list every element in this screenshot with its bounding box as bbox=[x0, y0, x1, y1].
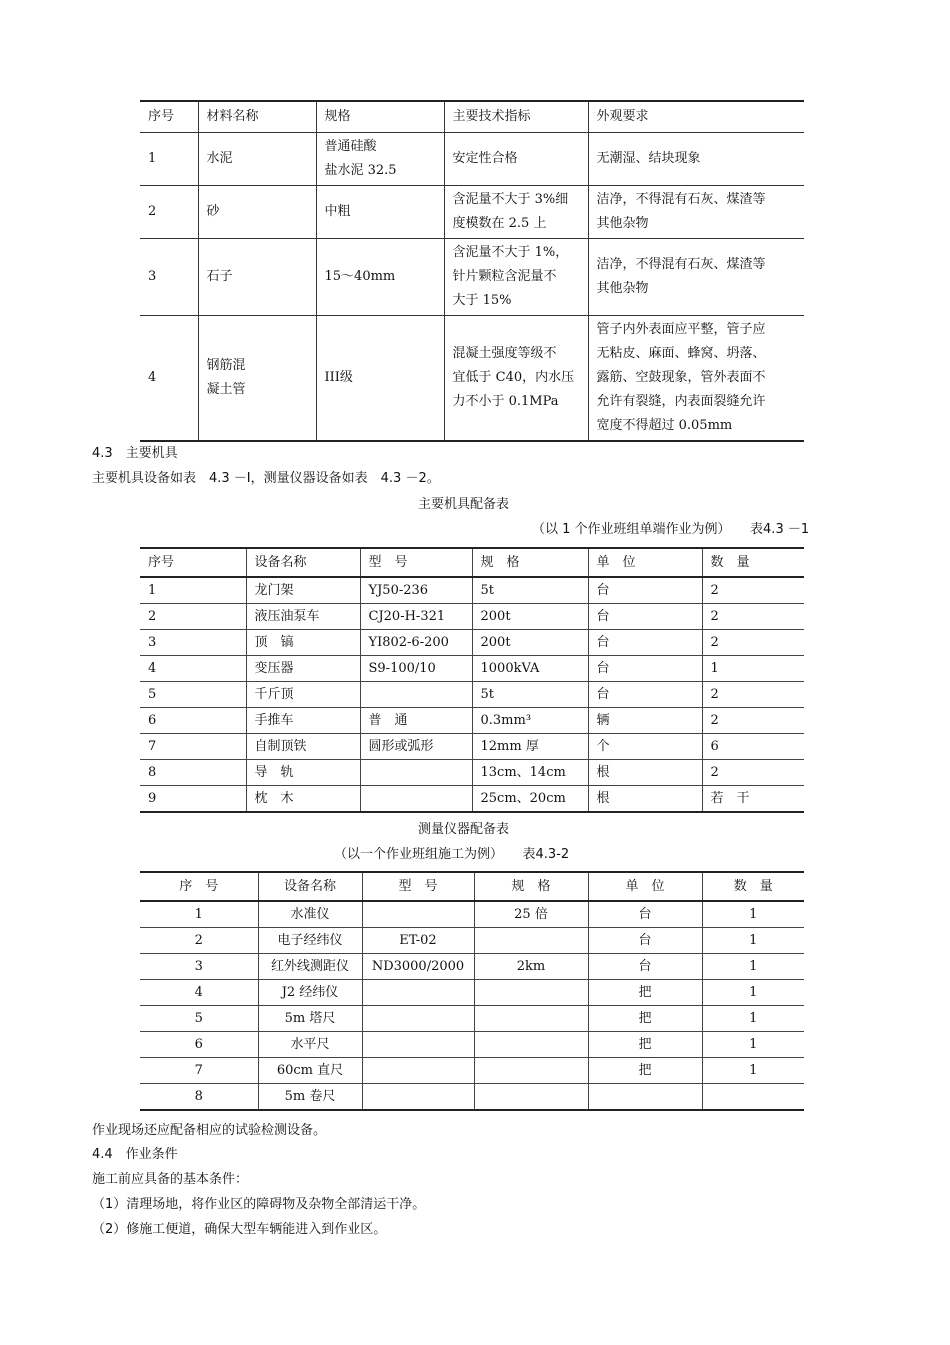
table-cell: S9-100/10 bbox=[360, 656, 472, 682]
table-cell: 2 bbox=[140, 186, 198, 239]
table-cell: 台 bbox=[588, 630, 702, 656]
table-cell: 自制顶铁 bbox=[246, 734, 360, 760]
table-cell: 1 bbox=[702, 1032, 804, 1058]
table-cell: 6 bbox=[140, 708, 246, 734]
instrument-row bbox=[140, 1032, 804, 1058]
table-cell: 含泥量不大于 3%细 度模数在 2.5 上 bbox=[444, 186, 588, 239]
table-cell: 2 bbox=[140, 928, 258, 954]
table-cell: 钢筋混 凝土管 bbox=[198, 316, 316, 442]
header-cell: 单 位 bbox=[588, 872, 702, 901]
table-cell: 200t bbox=[472, 604, 588, 630]
table-cell: CJ20-H-321 bbox=[360, 604, 472, 630]
table-cell: 1 bbox=[702, 1058, 804, 1084]
table-cell: 4 bbox=[140, 656, 246, 682]
table-cell: 千斤顶 bbox=[246, 682, 360, 708]
table-cell: 混凝土强度等级不 宜低于 C40，内水压 力不小于 0.1MPa bbox=[444, 316, 588, 442]
table-cell: J2 经纬仪 bbox=[258, 980, 362, 1006]
table-cell: 6 bbox=[140, 1032, 258, 1058]
table-cell: 1 bbox=[140, 901, 258, 928]
table-cell: 电子经纬仪 bbox=[258, 928, 362, 954]
table-cell: 台 bbox=[588, 682, 702, 708]
machinery-table bbox=[140, 547, 804, 813]
table-cell: III级 bbox=[316, 316, 444, 442]
header-cell: 规 格 bbox=[472, 548, 588, 577]
header-cell: 规格 bbox=[316, 101, 444, 133]
instrument-row bbox=[140, 980, 804, 1006]
table-cell: 台 bbox=[588, 901, 702, 928]
table-cell: 2 bbox=[140, 604, 246, 630]
header-cell: 型 号 bbox=[362, 872, 474, 901]
table-cell: 把 bbox=[588, 1058, 702, 1084]
header-cell: 序 号 bbox=[140, 872, 258, 901]
table-cell: 5m 卷尺 bbox=[258, 1084, 362, 1111]
header-cell: 外观要求 bbox=[588, 101, 804, 133]
table-cell bbox=[474, 1084, 588, 1111]
table-cell: 200t bbox=[472, 630, 588, 656]
table-cell: 中粗 bbox=[316, 186, 444, 239]
table-cell bbox=[362, 1084, 474, 1111]
table-cell: 4 bbox=[140, 980, 258, 1006]
table-cell: 圆形或弧形 bbox=[360, 734, 472, 760]
table-cell: 1 bbox=[702, 901, 804, 928]
instrument-header-row bbox=[140, 872, 804, 901]
table-cell: 8 bbox=[140, 1084, 258, 1111]
table-cell: 安定性合格 bbox=[444, 133, 588, 186]
table-cell: 把 bbox=[588, 1032, 702, 1058]
table-cell bbox=[362, 901, 474, 928]
table-cell: 3 bbox=[140, 630, 246, 656]
header-cell: 数 量 bbox=[702, 548, 804, 577]
table-cell: 砂 bbox=[198, 186, 316, 239]
table-cell bbox=[474, 980, 588, 1006]
table-cell: 导 轨 bbox=[246, 760, 360, 786]
table-cell bbox=[474, 1006, 588, 1032]
header-cell: 设备名称 bbox=[246, 548, 360, 577]
table-cell: 1000kVA bbox=[472, 656, 588, 682]
table-cell: YI802-6-200 bbox=[360, 630, 472, 656]
table-cell: 龙门架 bbox=[246, 577, 360, 604]
table-cell: 2km bbox=[474, 954, 588, 980]
table-cell: 0.3mm³ bbox=[472, 708, 588, 734]
header-cell: 型 号 bbox=[360, 548, 472, 577]
table-cell: 普通硅酸 盐水泥 32.5 bbox=[316, 133, 444, 186]
instrument-table bbox=[140, 871, 804, 1111]
table-cell: 5 bbox=[140, 682, 246, 708]
table-cell bbox=[474, 1058, 588, 1084]
instrument-row bbox=[140, 928, 804, 954]
instrument-row bbox=[140, 901, 804, 928]
table-cell: 液压油泵车 bbox=[246, 604, 360, 630]
machinery-row bbox=[140, 682, 804, 708]
table-cell bbox=[362, 980, 474, 1006]
materials-header-row bbox=[140, 101, 804, 133]
table-cell: 台 bbox=[588, 577, 702, 604]
machinery-row bbox=[140, 604, 804, 630]
section-4-4-heading: 4.4 作业条件 bbox=[92, 1147, 178, 1162]
table-cell: 1 bbox=[140, 577, 246, 604]
header-cell: 序号 bbox=[140, 548, 246, 577]
table-cell: 个 bbox=[588, 734, 702, 760]
table-cell: 2 bbox=[702, 682, 804, 708]
machinery-row bbox=[140, 760, 804, 786]
table-cell: 12mm 厚 bbox=[472, 734, 588, 760]
machinery-row bbox=[140, 708, 804, 734]
section-4-3-intro: 主要机具设备如表 4.3 －Ⅰ，测量仪器设备如表 4.3 －2。 bbox=[92, 471, 440, 486]
header-cell: 设备名称 bbox=[258, 872, 362, 901]
equipment-note: 作业现场还应配备相应的试验检测设备。 bbox=[92, 1123, 327, 1138]
table-cell bbox=[360, 682, 472, 708]
table-cell: 变压器 bbox=[246, 656, 360, 682]
table-cell: 普 通 bbox=[360, 708, 472, 734]
table-cell: 2 bbox=[702, 630, 804, 656]
table-cell: 1 bbox=[702, 928, 804, 954]
table-cell: 15～40mm bbox=[316, 239, 444, 316]
table-cell: 3 bbox=[140, 954, 258, 980]
table-cell: 水准仪 bbox=[258, 901, 362, 928]
instrument-row bbox=[140, 954, 804, 980]
table-cell: 2 bbox=[702, 604, 804, 630]
table-cell bbox=[362, 1058, 474, 1084]
table-cell bbox=[362, 1006, 474, 1032]
table-cell: 顶 镐 bbox=[246, 630, 360, 656]
table-cell: 1 bbox=[702, 954, 804, 980]
material-row bbox=[140, 239, 804, 316]
table-cell: 1 bbox=[140, 133, 198, 186]
instrument-table-caption: （以一个作业班组施工为例） 表4.3-2 bbox=[334, 847, 570, 862]
table-cell bbox=[588, 1084, 702, 1111]
table-cell: 红外线测距仪 bbox=[258, 954, 362, 980]
table-cell: 2 bbox=[702, 760, 804, 786]
machinery-row bbox=[140, 630, 804, 656]
table-cell bbox=[360, 760, 472, 786]
table-cell: 25 倍 bbox=[474, 901, 588, 928]
table-cell: 5t bbox=[472, 577, 588, 604]
table-cell: 8 bbox=[140, 760, 246, 786]
table-cell: 13cm、14cm bbox=[472, 760, 588, 786]
machinery-table-caption: （以 1 个作业班组单端作业为例） 表4.3 －1 bbox=[532, 522, 810, 537]
table-cell: 5m 塔尺 bbox=[258, 1006, 362, 1032]
table-cell: 根 bbox=[588, 786, 702, 813]
table-cell: ET-02 bbox=[362, 928, 474, 954]
table-cell: 把 bbox=[588, 980, 702, 1006]
machinery-table-title: 主要机具配备表 bbox=[418, 497, 510, 512]
instrument-table-title: 测量仪器配备表 bbox=[418, 822, 510, 837]
table-cell: 1 bbox=[702, 1006, 804, 1032]
section-4-4-intro: 施工前应具备的基本条件： bbox=[92, 1172, 249, 1187]
table-cell: 洁净，不得混有石灰、煤渣等 其他杂物 bbox=[588, 239, 804, 316]
table-cell: 辆 bbox=[588, 708, 702, 734]
table-cell: 1 bbox=[702, 980, 804, 1006]
table-cell: 7 bbox=[140, 1058, 258, 1084]
table-cell: 洁净，不得混有石灰、煤渣等 其他杂物 bbox=[588, 186, 804, 239]
material-row bbox=[140, 133, 804, 186]
table-cell: 水平尺 bbox=[258, 1032, 362, 1058]
machinery-row bbox=[140, 656, 804, 682]
table-cell bbox=[702, 1084, 804, 1111]
header-cell: 规 格 bbox=[474, 872, 588, 901]
machinery-header-row bbox=[140, 548, 804, 577]
section-4-3-heading: 4.3 主要机具 bbox=[92, 446, 178, 461]
table-cell: 管子内外表面应平整，管子应 无粘皮、麻面、蜂窝、坍落、 露筋、空鼓现象，管外表面不 允许有裂缝，内表面裂缝允许 宽度不得超过 0.05mm bbox=[588, 316, 804, 442]
table-cell: 6 bbox=[702, 734, 804, 760]
machinery-row bbox=[140, 577, 804, 604]
table-cell: 25cm、20cm bbox=[472, 786, 588, 813]
header-cell: 材料名称 bbox=[198, 101, 316, 133]
table-cell: 把 bbox=[588, 1006, 702, 1032]
table-cell: 无潮湿、结块现象 bbox=[588, 133, 804, 186]
header-cell: 数 量 bbox=[702, 872, 804, 901]
instrument-row bbox=[140, 1058, 804, 1084]
table-cell: 7 bbox=[140, 734, 246, 760]
table-cell: 9 bbox=[140, 786, 246, 813]
table-cell bbox=[474, 928, 588, 954]
table-cell: ND3000/2000 bbox=[362, 954, 474, 980]
table-cell: 若 干 bbox=[702, 786, 804, 813]
header-cell: 序号 bbox=[140, 101, 198, 133]
material-row bbox=[140, 186, 804, 239]
header-cell: 单 位 bbox=[588, 548, 702, 577]
material-row bbox=[140, 316, 804, 442]
materials-table bbox=[140, 100, 804, 442]
table-cell: 2 bbox=[702, 708, 804, 734]
table-cell: YJ50-236 bbox=[360, 577, 472, 604]
table-cell: 手推车 bbox=[246, 708, 360, 734]
table-cell: 台 bbox=[588, 656, 702, 682]
table-cell: 5t bbox=[472, 682, 588, 708]
machinery-row bbox=[140, 786, 804, 813]
table-cell: 台 bbox=[588, 604, 702, 630]
table-cell: 3 bbox=[140, 239, 198, 316]
table-cell: 石子 bbox=[198, 239, 316, 316]
table-cell: 2 bbox=[702, 577, 804, 604]
table-cell: 4 bbox=[140, 316, 198, 442]
table-cell: 60cm 直尺 bbox=[258, 1058, 362, 1084]
table-cell: 含泥量不大于 1%， 针片颗粒含泥量不 大于 15% bbox=[444, 239, 588, 316]
condition-item-1: （1）清理场地，将作业区的障碍物及杂物全部清运干净。 bbox=[92, 1197, 426, 1212]
table-cell: 台 bbox=[588, 928, 702, 954]
table-cell: 水泥 bbox=[198, 133, 316, 186]
table-cell bbox=[360, 786, 472, 813]
header-cell: 主要技术指标 bbox=[444, 101, 588, 133]
table-cell: 1 bbox=[702, 656, 804, 682]
instrument-row bbox=[140, 1084, 804, 1111]
table-cell: 台 bbox=[588, 954, 702, 980]
table-cell bbox=[362, 1032, 474, 1058]
condition-item-2: （2）修施工便道，确保大型车辆能进入到作业区。 bbox=[92, 1222, 387, 1237]
table-cell bbox=[474, 1032, 588, 1058]
table-cell: 根 bbox=[588, 760, 702, 786]
table-cell: 枕 木 bbox=[246, 786, 360, 813]
machinery-row bbox=[140, 734, 804, 760]
instrument-row bbox=[140, 1006, 804, 1032]
table-cell: 5 bbox=[140, 1006, 258, 1032]
